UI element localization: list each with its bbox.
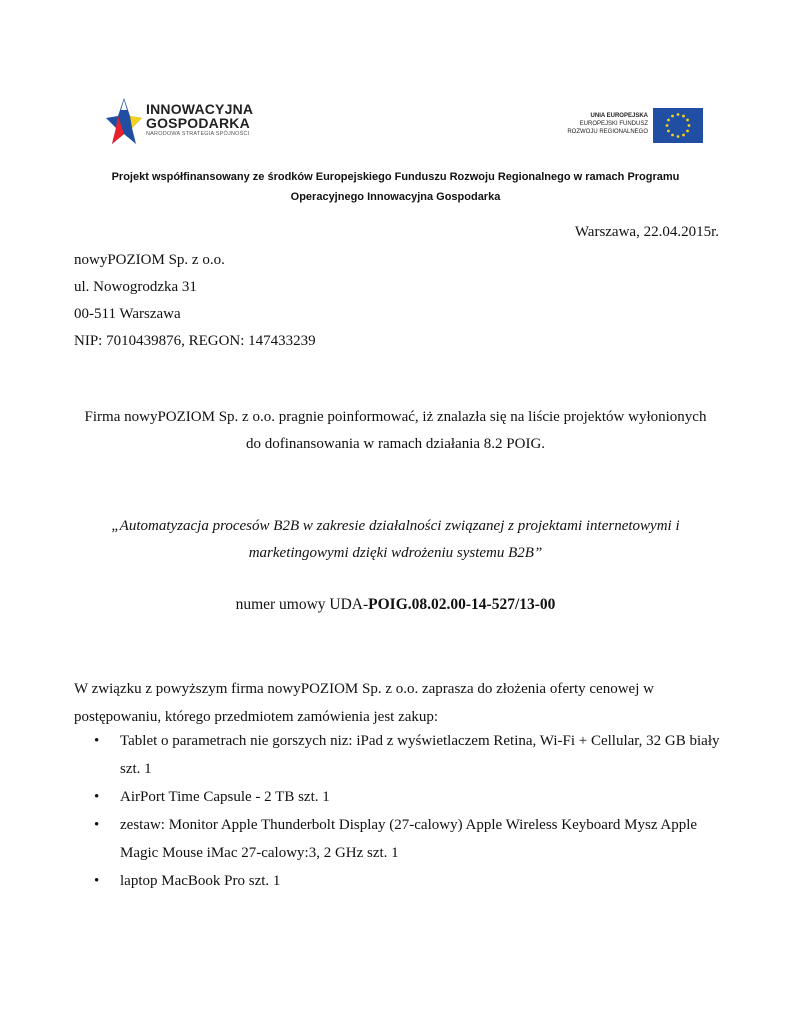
item-text: zestaw: Monitor Apple Thunderbolt Display (27-calowy) Apple Wireless Keyboard Mysz Apple Magic Mouse iMac 27-calowy:3, 2 GHz szt. 1 xyxy=(120,817,698,861)
logo-text-line3: NARODOWA STRATEGIA SPÓJNOŚCI xyxy=(146,131,250,137)
list-item xyxy=(92,727,732,783)
bullet-icon: • xyxy=(94,817,100,833)
eu-flag-icon xyxy=(653,108,703,143)
document-date: Warszawa, 22.04.2015r. xyxy=(574,224,719,240)
project-title-line1: „Automatyzacja procesów B2B w zakresie działalności związanej z projektami internetowymi i xyxy=(111,518,680,534)
intro-line2: do dofinansowania w ramach działania 8.2 POIG. xyxy=(245,436,546,452)
logo-text-line2: GOSPODARKA xyxy=(146,115,250,131)
contract-prefix: numer umowy UDA- xyxy=(235,596,369,613)
invitation-paragraph: W związku z powyższym firma nowyPOZIOM Sp. z o.o. zaprasza do złożenia oferty cenowej w postępowaniu, którego przedmiotem zamówienia jest zakup: xyxy=(74,681,654,725)
star-emblem-icon xyxy=(104,96,144,148)
item-text: laptop MacBook Pro szt. 1 xyxy=(120,873,281,889)
logo-text-line1: INNOWACYJNA xyxy=(146,101,254,117)
list-item xyxy=(92,811,732,867)
list-item xyxy=(92,783,732,811)
contract-id: POIG.08.02.00-14-527/13-00 xyxy=(368,596,556,613)
eu-logo xyxy=(565,108,705,144)
funding-header-line1: Projekt współfinansowany ze środków Europejskiego Funduszu Rozwoju Regionalnego w ramach Programu xyxy=(111,171,680,183)
intro-paragraph xyxy=(0,404,791,458)
bullet-icon: • xyxy=(94,873,100,889)
funding-header-line2: Operacyjnego Innowacyjna Gospodarka xyxy=(290,191,501,203)
eu-logo-line2: EUROPEJSKI FUNDUSZ xyxy=(579,121,648,127)
eu-logo-line3: ROZWOJU REGIONALNEGO xyxy=(567,129,648,135)
bullet-icon: • xyxy=(94,789,100,805)
street-address: ul. Nowogrodzka 31 xyxy=(74,279,197,295)
intro-line1: Firma nowyPOZIOM Sp. z o.o. pragnie poinformować, iż znalazła się na liście projektów wyłonionych xyxy=(84,409,707,425)
item-text: Tablet o parametrach nie gorszych niz: iPad z wyświetlaczem Retina, Wi-Fi + Cellular, 32 GB biały szt. 1 xyxy=(120,733,720,777)
company-name: nowyPOZIOM Sp. z o.o. xyxy=(74,252,225,268)
tax-ids: NIP: 7010439876, REGON: 147433239 xyxy=(74,333,316,349)
project-title xyxy=(0,513,791,567)
postal-city: 00-511 Warszawa xyxy=(74,306,181,322)
list-item xyxy=(92,867,732,895)
innowacyjna-gospodarka-logo xyxy=(104,96,264,150)
eu-logo-line1: UNIA EUROPEJSKA xyxy=(590,113,648,119)
project-title-line2: marketingowymi dzięki wdrożeniu systemu B2B” xyxy=(248,545,543,561)
purchase-items-list xyxy=(92,727,732,895)
item-text: AirPort Time Capsule - 2 TB szt. 1 xyxy=(120,789,330,805)
address-block xyxy=(74,247,316,355)
contract-number xyxy=(0,591,791,618)
bullet-icon: • xyxy=(94,733,100,749)
